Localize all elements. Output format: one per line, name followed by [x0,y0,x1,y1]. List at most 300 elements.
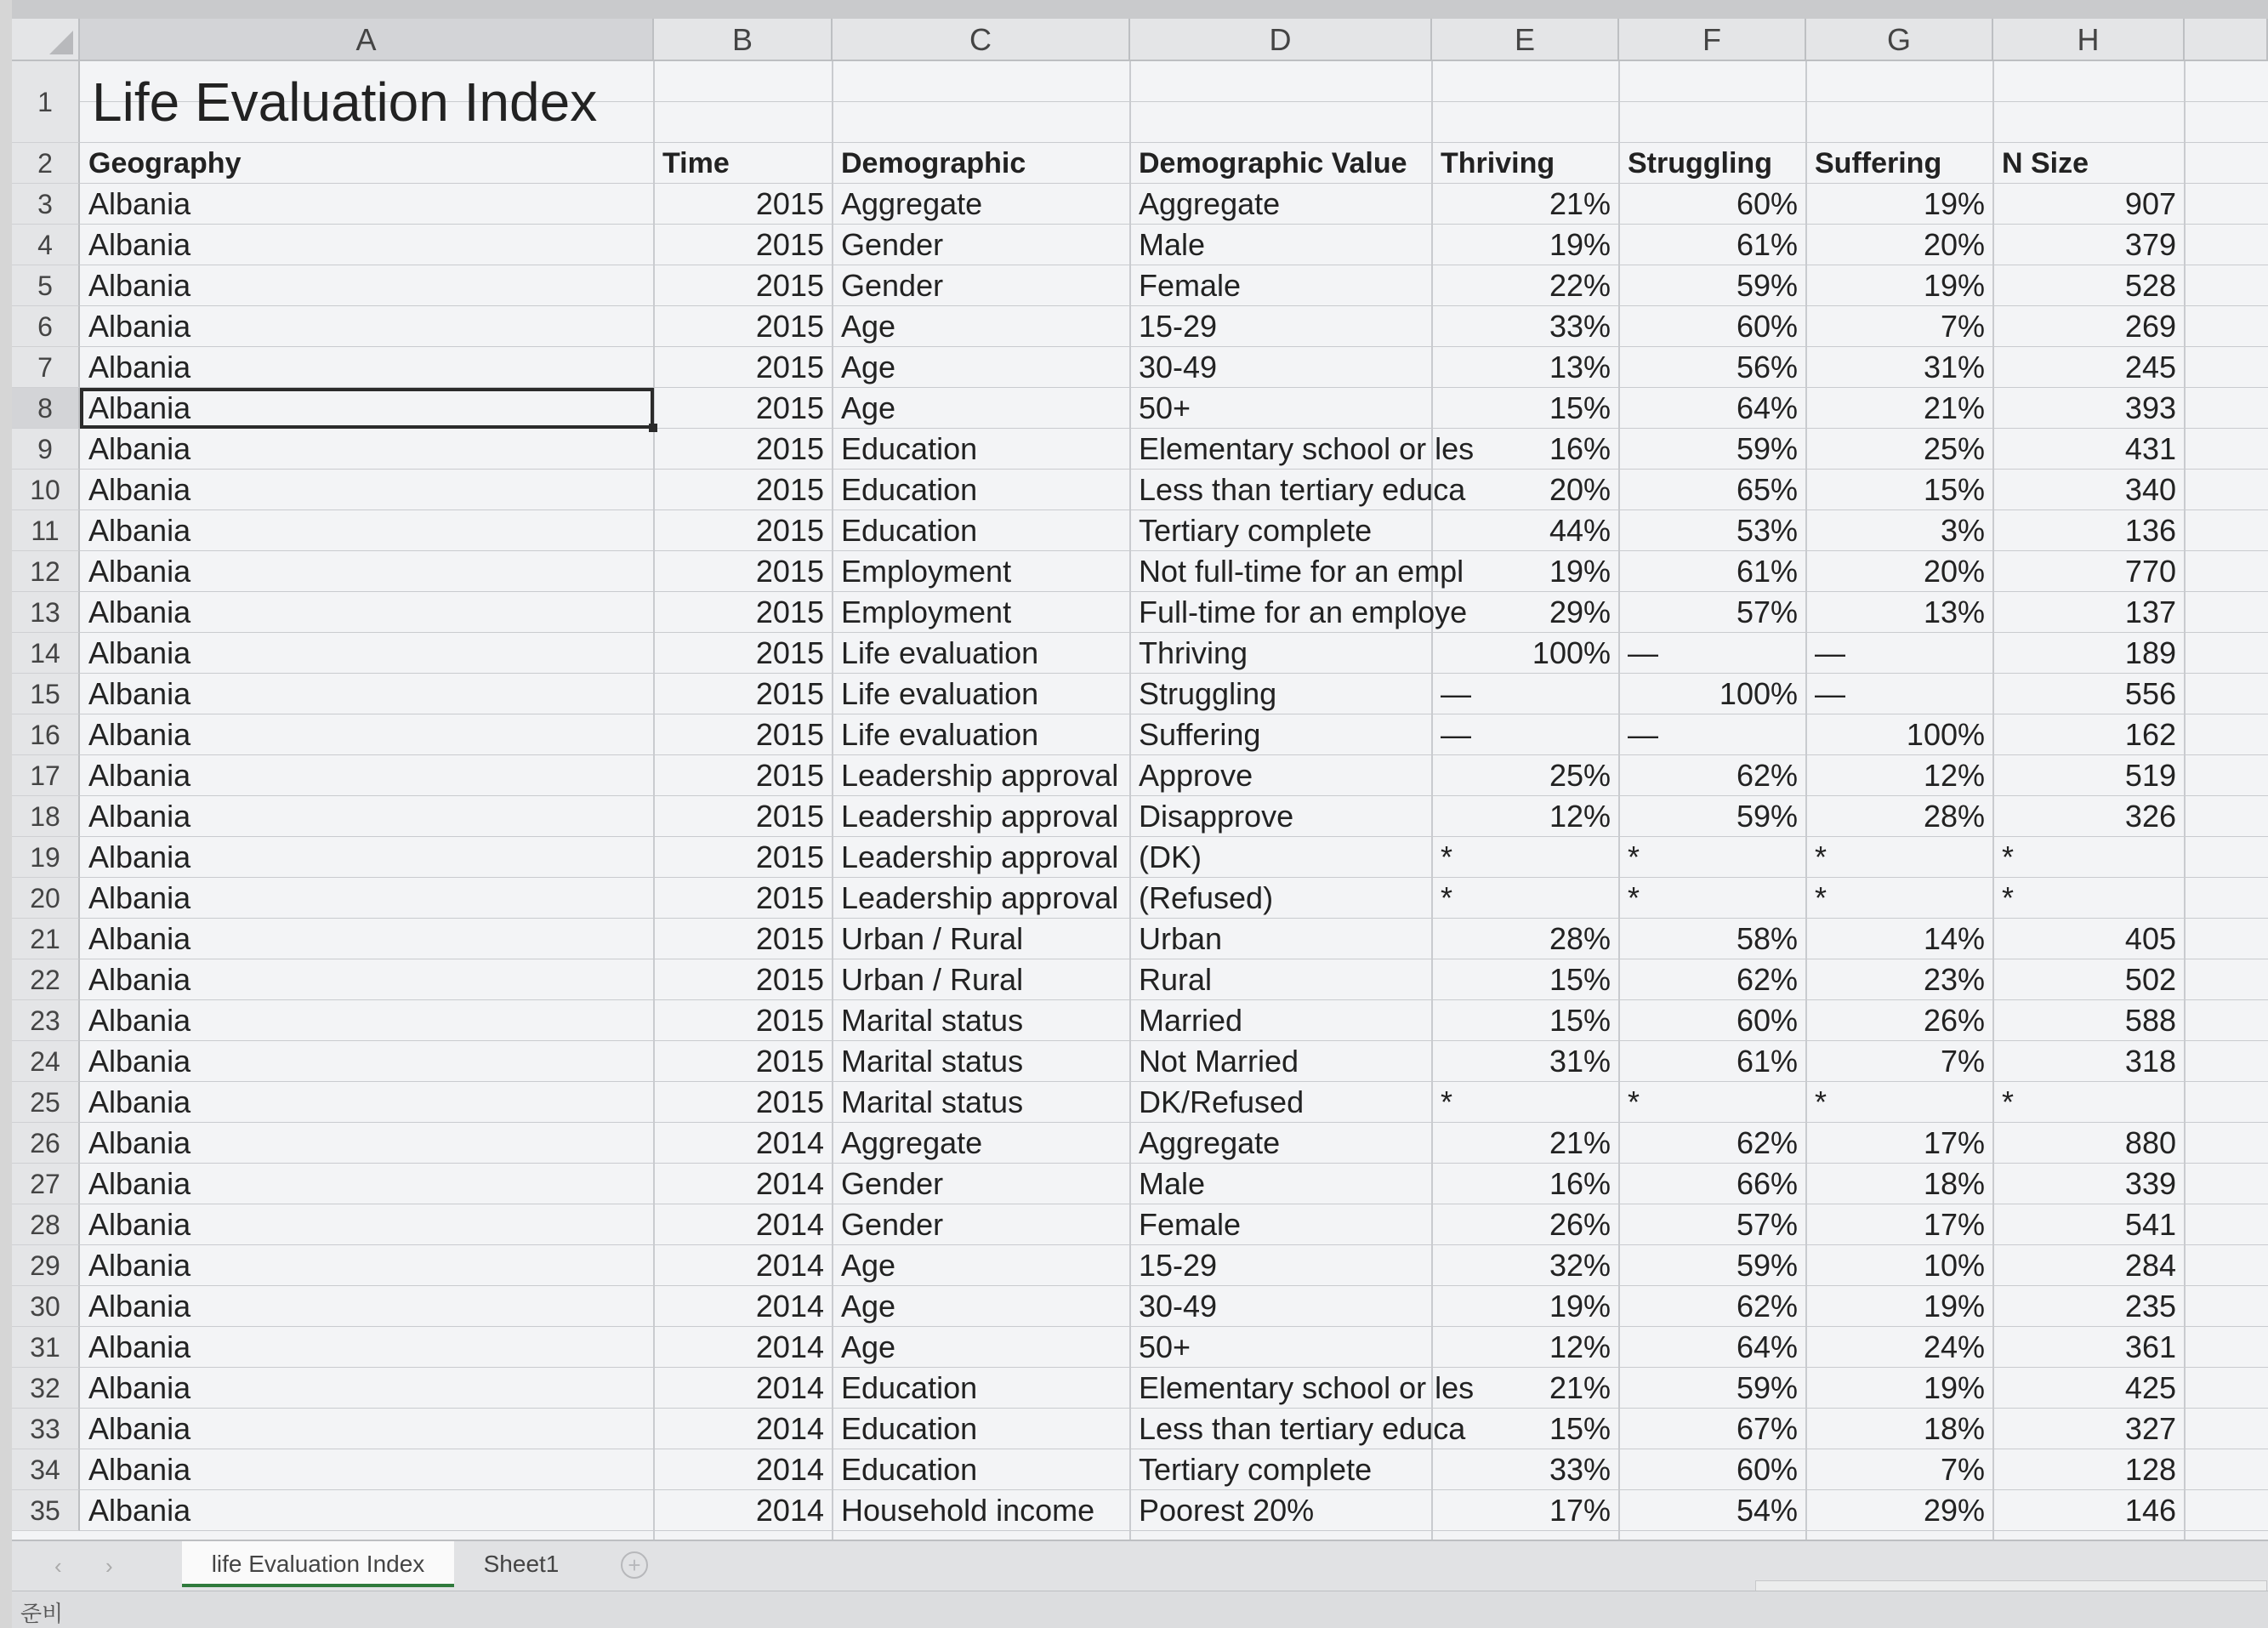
row-header-16[interactable]: 16 [12,714,80,755]
cell-a11[interactable]: Albania [88,513,191,548]
cell-a18[interactable]: Albania [88,799,191,834]
cell-f14[interactable]: — [1628,635,1658,670]
cell-a16[interactable]: Albania [88,717,191,752]
cell-h19[interactable]: * [2002,840,2015,874]
header-n-size[interactable]: N Size [2002,147,2089,179]
row-header-4[interactable]: 4 [12,225,80,265]
cell-f10[interactable]: 65% [1736,472,1798,507]
cell-c27[interactable]: Gender [841,1166,944,1201]
cell-e8[interactable]: 15% [1549,390,1611,425]
cell-c8[interactable]: Age [841,390,896,425]
row-header-2[interactable]: 2 [12,143,80,184]
cell-b16[interactable]: 2015 [755,717,824,752]
cell-h15[interactable]: 556 [2124,676,2176,711]
cell-c21[interactable]: Urban / Rural [841,921,1024,956]
cell-b19[interactable]: 2015 [755,840,824,874]
cell-f25[interactable]: * [1628,1084,1640,1119]
cell-a9[interactable]: Albania [88,431,191,466]
cell-h21[interactable]: 405 [2124,921,2176,956]
sheet-tab-life-evaluation-index[interactable]: life Evaluation Index [182,1541,454,1587]
cell-f6[interactable]: 60% [1736,309,1798,344]
cell-g3[interactable]: 19% [1923,186,1985,221]
header-thriving[interactable]: Thriving [1441,147,1555,179]
cell-h30[interactable]: 235 [2124,1289,2176,1323]
cell-b15[interactable]: 2015 [755,676,824,711]
cell-e24[interactable]: 31% [1549,1044,1611,1079]
cell-d27[interactable]: Male [1139,1166,1206,1201]
cell-a21[interactable]: Albania [88,921,191,956]
row-header-19[interactable]: 19 [12,837,80,878]
cell-c4[interactable]: Gender [841,227,944,262]
cell-c34[interactable]: Education [841,1452,978,1487]
cell-d33[interactable]: Less than tertiary educa [1139,1411,1466,1446]
cell-a27[interactable]: Albania [88,1166,191,1201]
cell-b29[interactable]: 2014 [755,1248,824,1283]
header-struggling[interactable]: Struggling [1628,147,1772,179]
cell-b31[interactable]: 2014 [755,1329,824,1364]
row-header-7[interactable]: 7 [12,347,80,388]
row-header-14[interactable]: 14 [12,633,80,674]
row-header-32[interactable]: 32 [12,1368,80,1409]
cell-e31[interactable]: 12% [1549,1329,1611,1364]
cell-e12[interactable]: 19% [1549,554,1611,589]
header-demographic[interactable]: Demographic [841,147,1026,179]
cell-g7[interactable]: 31% [1923,350,1985,384]
row-header-18[interactable]: 18 [12,796,80,837]
cell-b25[interactable]: 2015 [755,1084,824,1119]
cell-d31[interactable]: 50+ [1139,1329,1191,1364]
cell-h24[interactable]: 318 [2124,1044,2176,1079]
cell-b10[interactable]: 2015 [755,472,824,507]
row-header-3[interactable]: 3 [12,184,80,225]
cell-f29[interactable]: 59% [1736,1248,1798,1283]
add-sheet-icon[interactable]: + [621,1551,648,1579]
cell-h11[interactable]: 136 [2124,513,2176,548]
cell-g18[interactable]: 28% [1923,799,1985,834]
cell-h31[interactable]: 361 [2124,1329,2176,1364]
row-header-1[interactable]: 1 [12,61,80,143]
cell-h32[interactable]: 425 [2124,1370,2176,1405]
cell-a31[interactable]: Albania [88,1329,191,1364]
cell-e7[interactable]: 13% [1549,350,1611,384]
cell-e28[interactable]: 26% [1549,1207,1611,1242]
header-suffering[interactable]: Suffering [1815,147,1942,179]
cell-d17[interactable]: Approve [1139,758,1253,793]
cell-e14[interactable]: 100% [1532,635,1611,670]
cell-c16[interactable]: Life evaluation [841,717,1039,752]
cell-f5[interactable]: 59% [1736,268,1798,303]
cell-g29[interactable]: 10% [1923,1248,1985,1283]
cell-f8[interactable]: 64% [1736,390,1798,425]
cell-f17[interactable]: 62% [1736,758,1798,793]
cell-b30[interactable]: 2014 [755,1289,824,1323]
row-header-10[interactable]: 10 [12,470,80,510]
cell-a25[interactable]: Albania [88,1084,191,1119]
cell-b21[interactable]: 2015 [755,921,824,956]
cell-e5[interactable]: 22% [1549,268,1611,303]
cell-b27[interactable]: 2014 [755,1166,824,1201]
cell-g26[interactable]: 17% [1923,1125,1985,1160]
cell-f7[interactable]: 56% [1736,350,1798,384]
cell-c13[interactable]: Employment [841,595,1012,629]
cell-h9[interactable]: 431 [2124,431,2176,466]
cell-g17[interactable]: 12% [1923,758,1985,793]
cell-f19[interactable]: * [1628,840,1640,874]
cell-e4[interactable]: 19% [1549,227,1611,262]
cell-h33[interactable]: 327 [2124,1411,2176,1446]
cell-d9[interactable]: Elementary school or les [1139,431,1475,466]
cell-c22[interactable]: Urban / Rural [841,962,1024,997]
cell-h4[interactable]: 379 [2124,227,2176,262]
select-all-corner[interactable] [12,19,80,61]
cell-f15[interactable]: 100% [1719,676,1798,711]
cell-h10[interactable]: 340 [2124,472,2176,507]
cell-b26[interactable]: 2014 [755,1125,824,1160]
cell-e16[interactable]: — [1441,717,1471,752]
cell-h35[interactable]: 146 [2124,1493,2176,1528]
cell-d25[interactable]: DK/Refused [1139,1084,1305,1119]
cell-g21[interactable]: 14% [1923,921,1985,956]
cell-b20[interactable]: 2015 [755,880,824,915]
cell-h13[interactable]: 137 [2124,595,2176,629]
row-header-20[interactable]: 20 [12,878,80,919]
row-header-6[interactable]: 6 [12,306,80,347]
cell-h27[interactable]: 339 [2124,1166,2176,1201]
column-header-a[interactable]: A [80,19,654,61]
row-header-31[interactable]: 31 [12,1327,80,1368]
row-header-30[interactable]: 30 [12,1286,80,1327]
cell-c11[interactable]: Education [841,513,978,548]
cell-b7[interactable]: 2015 [755,350,824,384]
cell-c26[interactable]: Aggregate [841,1125,983,1160]
cell-a8[interactable]: Albania [88,390,191,425]
cell-a34[interactable]: Albania [88,1452,191,1487]
cell-f16[interactable]: — [1628,717,1658,752]
cell-b11[interactable]: 2015 [755,513,824,548]
cell-f32[interactable]: 59% [1736,1370,1798,1405]
cell-f31[interactable]: 64% [1736,1329,1798,1364]
cell-c20[interactable]: Leadership approval [841,880,1119,915]
cell-f11[interactable]: 53% [1736,513,1798,548]
cell-f30[interactable]: 62% [1736,1289,1798,1323]
cell-g33[interactable]: 18% [1923,1411,1985,1446]
cell-a20[interactable]: Albania [88,880,191,915]
column-header-g[interactable]: G [1806,19,1993,61]
cell-e10[interactable]: 20% [1549,472,1611,507]
cell-g15[interactable]: — [1815,676,1845,711]
cell-e21[interactable]: 28% [1549,921,1611,956]
cell-f35[interactable]: 54% [1736,1493,1798,1528]
cell-g34[interactable]: 7% [1940,1452,1985,1487]
cell-h34[interactable]: 128 [2124,1452,2176,1487]
row-header-35[interactable]: 35 [12,1490,80,1531]
column-header-f[interactable]: F [1619,19,1806,61]
cell-b23[interactable]: 2015 [755,1003,824,1038]
cell-d21[interactable]: Urban [1139,921,1223,956]
cell-e18[interactable]: 12% [1549,799,1611,834]
cell-d14[interactable]: Thriving [1139,635,1248,670]
cell-f21[interactable]: 58% [1736,921,1798,956]
cell-b12[interactable]: 2015 [755,554,824,589]
column-header-b[interactable]: B [654,19,833,61]
cell-d12[interactable]: Not full-time for an empl [1139,554,1464,589]
cell-h17[interactable]: 519 [2124,758,2176,793]
cell-a6[interactable]: Albania [88,309,191,344]
cell-e15[interactable]: — [1441,676,1471,711]
cell-d11[interactable]: Tertiary complete [1139,513,1373,548]
cell-b34[interactable]: 2014 [755,1452,824,1487]
cell-d8[interactable]: 50+ [1139,390,1191,425]
cell-g10[interactable]: 15% [1923,472,1985,507]
cell-g24[interactable]: 7% [1940,1044,1985,1079]
cell-e20[interactable]: * [1441,880,1453,915]
cell-f28[interactable]: 57% [1736,1207,1798,1242]
cell-g9[interactable]: 25% [1923,431,1985,466]
column-header-e[interactable]: E [1432,19,1619,61]
row-header-26[interactable]: 26 [12,1123,80,1164]
cell-g8[interactable]: 21% [1923,390,1985,425]
cell-h26[interactable]: 880 [2124,1125,2176,1160]
row-header-15[interactable]: 15 [12,674,80,714]
cell-d30[interactable]: 30-49 [1139,1289,1218,1323]
row-header-21[interactable]: 21 [12,919,80,959]
cell-a13[interactable]: Albania [88,595,191,629]
row-header-33[interactable]: 33 [12,1409,80,1449]
cell-e26[interactable]: 21% [1549,1125,1611,1160]
cell-a26[interactable]: Albania [88,1125,191,1160]
cell-d18[interactable]: Disapprove [1139,799,1294,834]
next-sheet-button[interactable]: › [105,1553,113,1579]
cell-a33[interactable]: Albania [88,1411,191,1446]
cell-d16[interactable]: Suffering [1139,717,1261,752]
cell-f13[interactable]: 57% [1736,595,1798,629]
cell-e35[interactable]: 17% [1549,1493,1611,1528]
column-header-c[interactable]: C [833,19,1130,61]
cell-b6[interactable]: 2015 [755,309,824,344]
cell-h28[interactable]: 541 [2124,1207,2176,1242]
cell-e30[interactable]: 19% [1549,1289,1611,1323]
cell-d34[interactable]: Tertiary complete [1139,1452,1373,1487]
cell-g31[interactable]: 24% [1923,1329,1985,1364]
row-header-22[interactable]: 22 [12,959,80,1000]
cell-g14[interactable]: — [1815,635,1845,670]
row-header-17[interactable]: 17 [12,755,80,796]
row-header-29[interactable]: 29 [12,1245,80,1286]
cell-d26[interactable]: Aggregate [1139,1125,1281,1160]
cell-c5[interactable]: Gender [841,268,944,303]
cell-h7[interactable]: 245 [2124,350,2176,384]
cell-b18[interactable]: 2015 [755,799,824,834]
cell-h20[interactable]: * [2002,880,2015,915]
cell-d5[interactable]: Female [1139,268,1242,303]
cell-f18[interactable]: 59% [1736,799,1798,834]
cell-f12[interactable]: 61% [1736,554,1798,589]
sheet-title-cell[interactable]: Life Evaluation Index [92,71,598,133]
cell-g13[interactable]: 13% [1923,595,1985,629]
cell-d15[interactable]: Struggling [1139,676,1277,711]
row-header-5[interactable]: 5 [12,265,80,306]
cell-c24[interactable]: Marital status [841,1044,1024,1079]
cell-b33[interactable]: 2014 [755,1411,824,1446]
cell-a23[interactable]: Albania [88,1003,191,1038]
cell-f9[interactable]: 59% [1736,431,1798,466]
cell-f4[interactable]: 61% [1736,227,1798,262]
cell-b28[interactable]: 2014 [755,1207,824,1242]
row-header-25[interactable]: 25 [12,1082,80,1123]
cell-c18[interactable]: Leadership approval [841,799,1119,834]
cell-f27[interactable]: 66% [1736,1166,1798,1201]
cell-c15[interactable]: Life evaluation [841,676,1039,711]
cell-a5[interactable]: Albania [88,268,191,303]
cell-g23[interactable]: 26% [1923,1003,1985,1038]
cell-e29[interactable]: 32% [1549,1248,1611,1283]
cell-h29[interactable]: 284 [2124,1248,2176,1283]
cell-e22[interactable]: 15% [1549,962,1611,997]
cell-g32[interactable]: 19% [1923,1370,1985,1405]
row-header-27[interactable]: 27 [12,1164,80,1204]
cell-c3[interactable]: Aggregate [841,186,983,221]
row-header-23[interactable]: 23 [12,1000,80,1041]
row-header-8[interactable]: 8 [12,388,80,429]
cell-f26[interactable]: 62% [1736,1125,1798,1160]
cell-e9[interactable]: 16% [1549,431,1611,466]
cell-g30[interactable]: 19% [1923,1289,1985,1323]
header-geography[interactable]: Geography [88,147,242,179]
cell-b3[interactable]: 2015 [755,186,824,221]
cell-h14[interactable]: 189 [2124,635,2176,670]
cell-h12[interactable]: 770 [2124,554,2176,589]
cell-d23[interactable]: Married [1139,1003,1243,1038]
cell-f20[interactable]: * [1628,880,1640,915]
cell-c9[interactable]: Education [841,431,978,466]
cell-h16[interactable]: 162 [2124,717,2176,752]
cell-d6[interactable]: 15-29 [1139,309,1218,344]
cell-e19[interactable]: * [1441,840,1453,874]
row-header-12[interactable]: 12 [12,551,80,592]
cell-e3[interactable]: 21% [1549,186,1611,221]
cell-a24[interactable]: Albania [88,1044,191,1079]
cell-c28[interactable]: Gender [841,1207,944,1242]
cell-b17[interactable]: 2015 [755,758,824,793]
cell-e13[interactable]: 29% [1549,595,1611,629]
cell-g27[interactable]: 18% [1923,1166,1985,1201]
cell-h23[interactable]: 588 [2124,1003,2176,1038]
cell-d28[interactable]: Female [1139,1207,1242,1242]
cell-c12[interactable]: Employment [841,554,1012,589]
row-header-9[interactable]: 9 [12,429,80,470]
cell-h6[interactable]: 269 [2124,309,2176,344]
cell-c30[interactable]: Age [841,1289,896,1323]
cell-a32[interactable]: Albania [88,1370,191,1405]
cell-b32[interactable]: 2014 [755,1370,824,1405]
cell-d29[interactable]: 15-29 [1139,1248,1218,1283]
column-header-h[interactable]: H [1993,19,2185,61]
cell-e11[interactable]: 44% [1549,513,1611,548]
cell-g6[interactable]: 7% [1940,309,1985,344]
column-header-d[interactable]: D [1130,19,1432,61]
cell-b5[interactable]: 2015 [755,268,824,303]
cell-a35[interactable]: Albania [88,1493,191,1528]
cell-f33[interactable]: 67% [1736,1411,1798,1446]
cell-c7[interactable]: Age [841,350,896,384]
cell-a3[interactable]: Albania [88,186,191,221]
cell-b14[interactable]: 2015 [755,635,824,670]
cell-f3[interactable]: 60% [1736,186,1798,221]
cell-g12[interactable]: 20% [1923,554,1985,589]
cell-e25[interactable]: * [1441,1084,1453,1119]
cell-g28[interactable]: 17% [1923,1207,1985,1242]
cell-b22[interactable]: 2015 [755,962,824,997]
cell-a22[interactable]: Albania [88,962,191,997]
cell-d7[interactable]: 30-49 [1139,350,1218,384]
cell-c35[interactable]: Household income [841,1493,1095,1528]
cell-b13[interactable]: 2015 [755,595,824,629]
cell-g16[interactable]: 100% [1906,717,1985,752]
cell-h18[interactable]: 326 [2124,799,2176,834]
row-header-24[interactable]: 24 [12,1041,80,1082]
cell-c19[interactable]: Leadership approval [841,840,1119,874]
cell-b24[interactable]: 2015 [755,1044,824,1079]
cell-d22[interactable]: Rural [1139,962,1213,997]
cell-f24[interactable]: 61% [1736,1044,1798,1079]
cell-f23[interactable]: 60% [1736,1003,1798,1038]
cell-e32[interactable]: 21% [1549,1370,1611,1405]
cell-d4[interactable]: Male [1139,227,1206,262]
cell-c10[interactable]: Education [841,472,978,507]
cell-d3[interactable]: Aggregate [1139,186,1281,221]
cell-g5[interactable]: 19% [1923,268,1985,303]
cell-e34[interactable]: 33% [1549,1452,1611,1487]
cell-e23[interactable]: 15% [1549,1003,1611,1038]
cell-f22[interactable]: 62% [1736,962,1798,997]
cell-c33[interactable]: Education [841,1411,978,1446]
cell-a15[interactable]: Albania [88,676,191,711]
cell-e33[interactable]: 15% [1549,1411,1611,1446]
cell-d13[interactable]: Full-time for an employe [1139,595,1468,629]
cell-a30[interactable]: Albania [88,1289,191,1323]
cell-a17[interactable]: Albania [88,758,191,793]
row-header-11[interactable]: 11 [12,510,80,551]
cell-c17[interactable]: Leadership approval [841,758,1119,793]
cell-b8[interactable]: 2015 [755,390,824,425]
cell-d24[interactable]: Not Married [1139,1044,1299,1079]
cell-c31[interactable]: Age [841,1329,896,1364]
column-header-i[interactable] [2185,19,2268,61]
cell-d35[interactable]: Poorest 20% [1139,1493,1315,1528]
cell-e27[interactable]: 16% [1549,1166,1611,1201]
cell-b4[interactable]: 2015 [755,227,824,262]
cell-a19[interactable]: Albania [88,840,191,874]
cell-b9[interactable]: 2015 [755,431,824,466]
cell-g35[interactable]: 29% [1923,1493,1985,1528]
cell-f34[interactable]: 60% [1736,1452,1798,1487]
cell-c29[interactable]: Age [841,1248,896,1283]
cell-e17[interactable]: 25% [1549,758,1611,793]
cell-a14[interactable]: Albania [88,635,191,670]
row-header-13[interactable]: 13 [12,592,80,633]
cell-c6[interactable]: Age [841,309,896,344]
cell-c23[interactable]: Marital status [841,1003,1024,1038]
sheet-tab-sheet1[interactable]: Sheet1 [483,1551,560,1577]
cell-h5[interactable]: 528 [2124,268,2176,303]
cell-e6[interactable]: 33% [1549,309,1611,344]
cell-d19[interactable]: (DK) [1139,840,1202,874]
prev-sheet-button[interactable]: ‹ [54,1553,62,1579]
cell-h8[interactable]: 393 [2124,390,2176,425]
cell-c14[interactable]: Life evaluation [841,635,1039,670]
cell-a4[interactable]: Albania [88,227,191,262]
cell-b35[interactable]: 2014 [755,1493,824,1528]
